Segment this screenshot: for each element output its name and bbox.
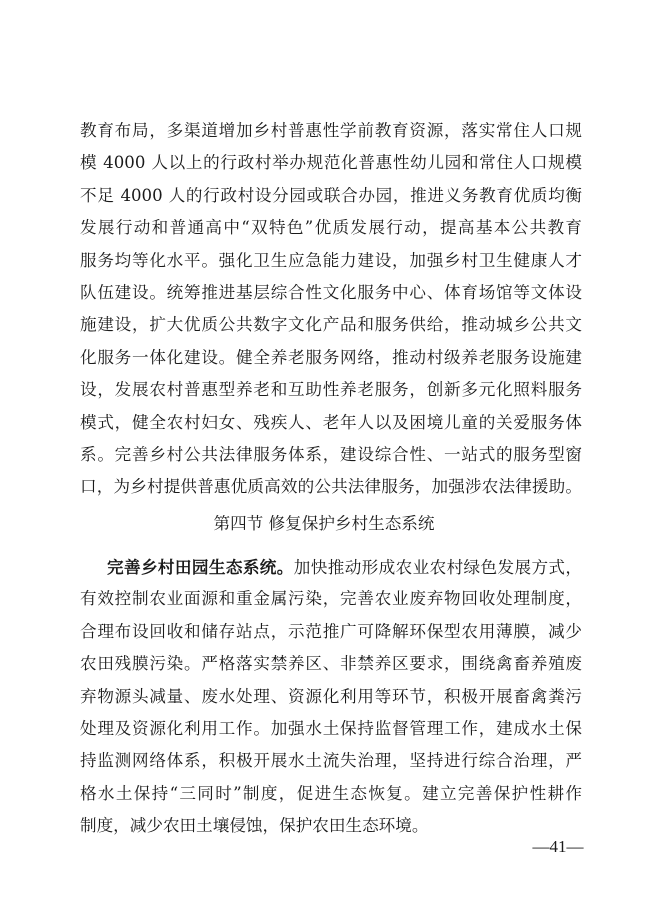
text-line: 持监测网络体系，积极开展水土流失治理，坚持进行综合治理，严 — [80, 751, 582, 771]
text-line: 格水土保持“三同时”制度，促进生态恢复。建立完善保护性耕作 — [80, 783, 582, 803]
paragraph-ecosystem — [80, 551, 582, 843]
text-line: 服务均等化水平。强化卫生应急能力建设，加强乡村卫生健康人才 — [80, 250, 582, 270]
text-line: 系。完善乡村公共法律服务体系，建设综合性、一站式的服务型窗 — [80, 444, 582, 464]
text-line: 口，为乡村提供普惠优质高效的公共法律服务，加强涉农法律援助。 — [80, 477, 582, 497]
text-line: 施建设，扩大优质公共数字文化产品和服务供给，推动城乡公共文 — [80, 315, 582, 335]
text-line: 化服务一体化建设。健全养老服务网络，推动村级养老服务设施建 — [80, 347, 582, 367]
text-line: 教育布局，多渠道增加乡村普惠性学前教育资源，落实常住人口规 — [80, 121, 582, 140]
text-line: 弃物源头减量、废水处理、资源化利用等环节，积极开展畜禽粪污 — [80, 686, 582, 706]
section-heading-text: 第四节 修复保护乡村生态系统 — [213, 514, 435, 533]
text-line: 模 4000 人以上的行政村举办规范化普惠性幼儿园和常住人口规模 — [80, 153, 582, 173]
text-line: 队伍建设。统筹推进基层综合性文化服务中心、体育场馆等文体设 — [80, 282, 582, 302]
paragraph-lead-heading: 完善乡村田园生态系统。 — [107, 557, 294, 577]
text-line: 模式，健全农村妇女、残疾人、老年人以及困境儿童的关爱服务体 — [80, 412, 582, 432]
section-heading — [0, 508, 650, 540]
text-line: 合理布设回收和储存站点，示范推广可降解环保型农用薄膜，减少 — [80, 621, 582, 641]
text-line-first — [80, 551, 582, 583]
text-line: 不足 4000 人的行政村设分园或联合办园，推进义务教育优质均衡 — [80, 185, 582, 205]
text-line: 设，发展农村普惠型养老和互助性养老服务，创新多元化照料服务 — [80, 380, 582, 400]
text-line: 制度，减少农田土壤侵蚀，保护农田生态环境。 — [80, 816, 429, 836]
text-line: 有效控制农业面源和重金属污染，完善农业废弃物回收处理制度， — [80, 589, 582, 609]
text-line: 农田残膜污染。严格落实禁养区、非禁养区要求，围绕禽畜养殖废 — [80, 654, 582, 674]
text-line: 处理及资源化利用工作。加强水土保持监督管理工作，建成水土保 — [80, 718, 582, 738]
paragraph-public-services — [80, 115, 582, 504]
text-line: 发展行动和普通高中“双特色”优质发展行动，提高基本公共教育 — [80, 218, 582, 238]
text-line-rest: 加快推动形成农业农村绿色发展方式， — [293, 558, 583, 577]
page-number: —41— — [532, 837, 584, 856]
